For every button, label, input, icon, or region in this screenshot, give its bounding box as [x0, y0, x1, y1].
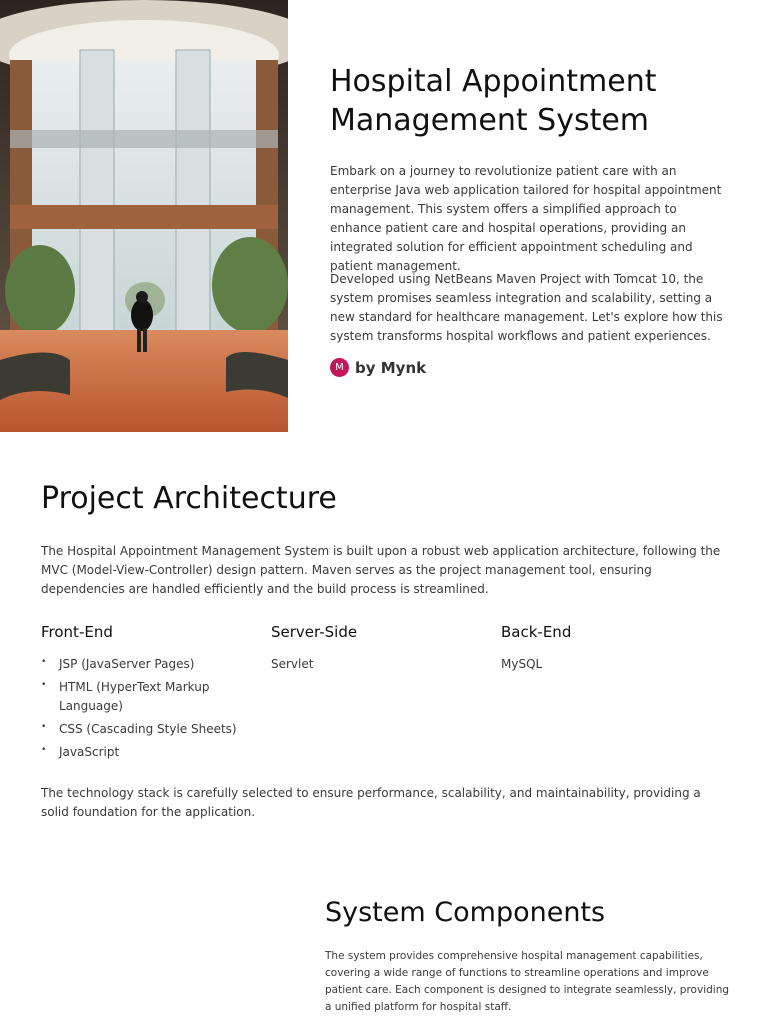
list-item: MySQL — [501, 657, 543, 671]
frontend-heading: Front-End — [41, 623, 113, 641]
frontend-list — [41, 655, 271, 762]
hero-paragraph-intro: Embark on a journey to revolutionize patient care with an enterprise Java web application tailored for hospital appointment management. This system offers a simplified approach to enhance patient care and hospital operations, providing an integrated solution for efficient appointment scheduling and patient management. — [330, 164, 722, 273]
author-byline — [330, 358, 730, 377]
architecture-outro: The technology stack is carefully selected to ensure performance, scalability, and maintainability, providing a solid foundation for the application. — [41, 786, 701, 819]
hero-image — [0, 0, 288, 432]
list-item: Servlet — [271, 657, 314, 671]
list-item: • JSP (JavaServer Pages) — [41, 655, 239, 674]
components-text: The system provides comprehensive hospital management capabilities, covering a wide range of functions to streamline operations and improve patient care. Each component is designed to integrate seamlessly, providing a unified platform for hospital staff. — [325, 950, 730, 1013]
backend-heading: Back-End — [501, 623, 572, 641]
page-title: Hospital Appointment Management System — [330, 64, 657, 138]
system-components-section — [325, 896, 730, 1016]
hero-paragraph-details: Developed using NetBeans Maven Project with Tomcat 10, the system promises seamless integration and scalability, setting a new standard for healthcare management. Let's explore how this system transforms hospital workflows and patient experiences. — [330, 272, 723, 343]
serverside-list — [271, 655, 501, 674]
backend-list — [501, 655, 731, 674]
components-heading: System Components — [325, 897, 606, 928]
list-item: • JavaScript — [41, 743, 239, 762]
hero-text-block — [330, 62, 730, 377]
architecture-heading: Project Architecture — [41, 481, 337, 516]
project-architecture-section — [41, 480, 731, 822]
avatar: M — [330, 358, 349, 377]
author-name: by Mynk — [355, 358, 427, 377]
architecture-intro: The Hospital Appointment Management System is built upon a robust web application architecture, following the MVC (Model-View-Controller) design pattern. Maven serves as the project management tool, ensuring dependencies are handled efficiently and the build process is streamlined. — [41, 544, 721, 596]
list-item: • HTML (HyperText Markup Language) — [41, 678, 239, 716]
serverside-heading: Server-Side — [271, 623, 358, 641]
list-item: • CSS (Cascading Style Sheets) — [41, 720, 239, 739]
backend-column — [501, 623, 731, 766]
serverside-column — [271, 623, 501, 766]
frontend-column — [41, 623, 271, 766]
tech-stack-columns — [41, 623, 731, 766]
